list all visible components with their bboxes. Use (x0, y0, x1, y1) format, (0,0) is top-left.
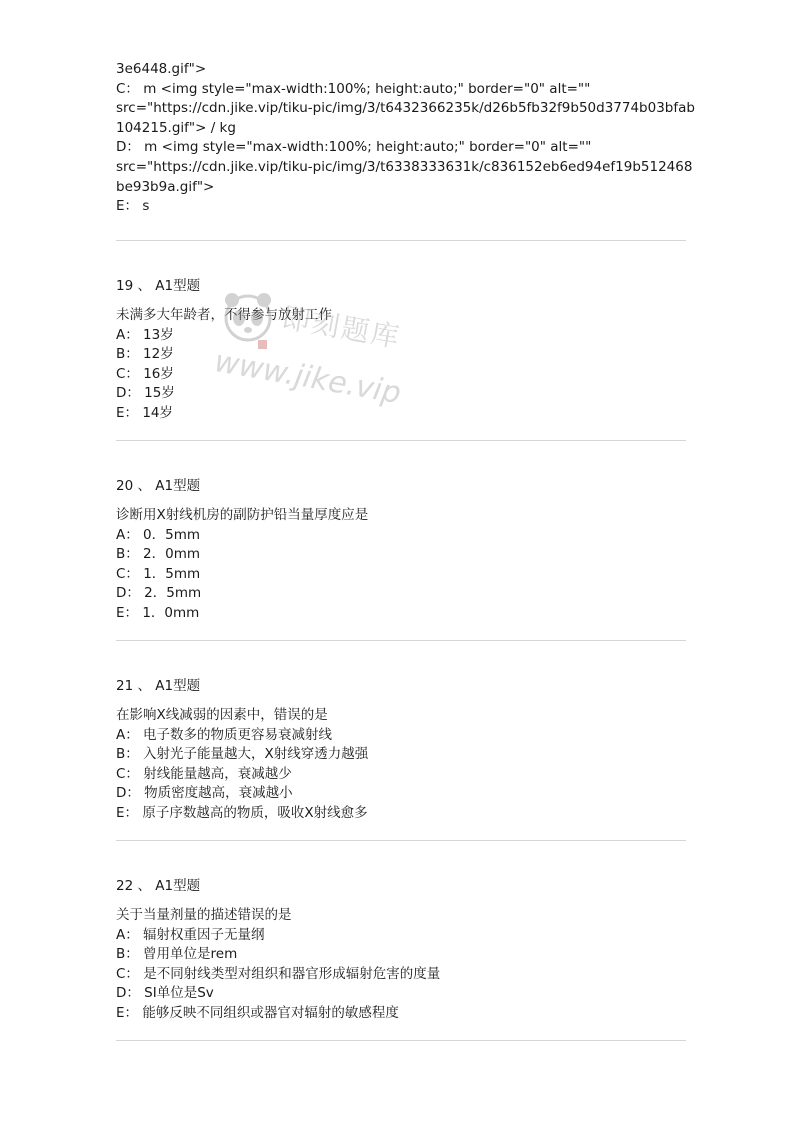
question-header: 20 、 A1型题 (116, 478, 201, 494)
option-a: A： 辐射权重因子无量纲 (116, 926, 265, 943)
option-d: D： SI单位是Sv (116, 985, 214, 1002)
question-19 (116, 276, 686, 424)
option-b: B： 12岁 (116, 346, 174, 363)
question-stem: 诊断用X射线机房的副防护铅当量厚度应是 (116, 507, 369, 523)
question-stem: 在影响X线减弱的因素中，错误的是 (116, 707, 328, 723)
question-21 (116, 676, 686, 824)
option-c: C： 1．5mm (116, 565, 201, 582)
question-header: 21 、 A1型题 (116, 678, 201, 694)
divider (116, 1040, 686, 1041)
option-e: E： 能够反映不同组织或器官对辐射的敏感程度 (116, 1004, 399, 1021)
option-d: D： 15岁 (116, 385, 175, 402)
option-e: E： 1．0mm (116, 604, 200, 621)
option-c: C： 16岁 (116, 365, 174, 382)
divider (116, 640, 686, 641)
carryover-line: be93b9a.gif"> (116, 178, 215, 195)
option-a: A： 0．5mm (116, 526, 201, 543)
question-22 (116, 876, 686, 1024)
option-c: C： 射线能量越高，衰减越少 (116, 765, 292, 782)
option-e: E： 14岁 (116, 404, 173, 421)
question-stem: 关于当量剂量的描述错误的是 (116, 907, 292, 923)
carryover-line: E： s (116, 198, 150, 215)
watermark-url: www.jike.vip (211, 344, 404, 412)
option-d: D： 2．5mm (116, 585, 202, 602)
divider (116, 440, 686, 441)
question-header: 19 、 A1型题 (116, 278, 201, 294)
option-b: B： 入射光子能量越大，X射线穿透力越强 (116, 746, 369, 763)
carryover-line: 3e6448.gif"> (116, 61, 207, 77)
question-stem: 未满多大年龄者，不得参与放射工作 (116, 307, 332, 323)
divider (116, 840, 686, 841)
question-header: 22 、 A1型题 (116, 878, 201, 894)
carryover-line: C： m <img style="max-width:100%; height:auto;" border="0" alt="" (116, 80, 591, 97)
option-d: D： 物质密度越高，衰减越小 (116, 785, 293, 802)
option-a: A： 13岁 (116, 326, 174, 343)
carryover-line: src="https://cdn.jike.vip/tiku-pic/img/3/t6338333631k/c836152eb6ed94ef19b512468 (116, 158, 693, 175)
carryover-block (116, 60, 695, 217)
question-20 (116, 476, 686, 624)
carryover-line: 104215.gif"> / kg (116, 119, 236, 136)
carryover-line: src="https://cdn.jike.vip/tiku-pic/img/3/t6432366235k/d26b5fb32f9b50d3774b03bfab (116, 100, 695, 117)
option-b: B： 2．0mm (116, 546, 201, 563)
option-b: B： 曾用单位是rem (116, 946, 238, 963)
option-a: A： 电子数多的物质更容易衰减射线 (116, 726, 333, 743)
carryover-line: D： m <img style="max-width:100%; height:auto;" border="0" alt="" (116, 139, 592, 156)
watermark-text: 即刻题库 (279, 300, 404, 355)
divider (116, 240, 686, 241)
option-c: C： 是不同射线类型对组织和器官形成辐射危害的度量 (116, 965, 441, 982)
option-e: E： 原子序数越高的物质，吸收X射线愈多 (116, 804, 368, 821)
